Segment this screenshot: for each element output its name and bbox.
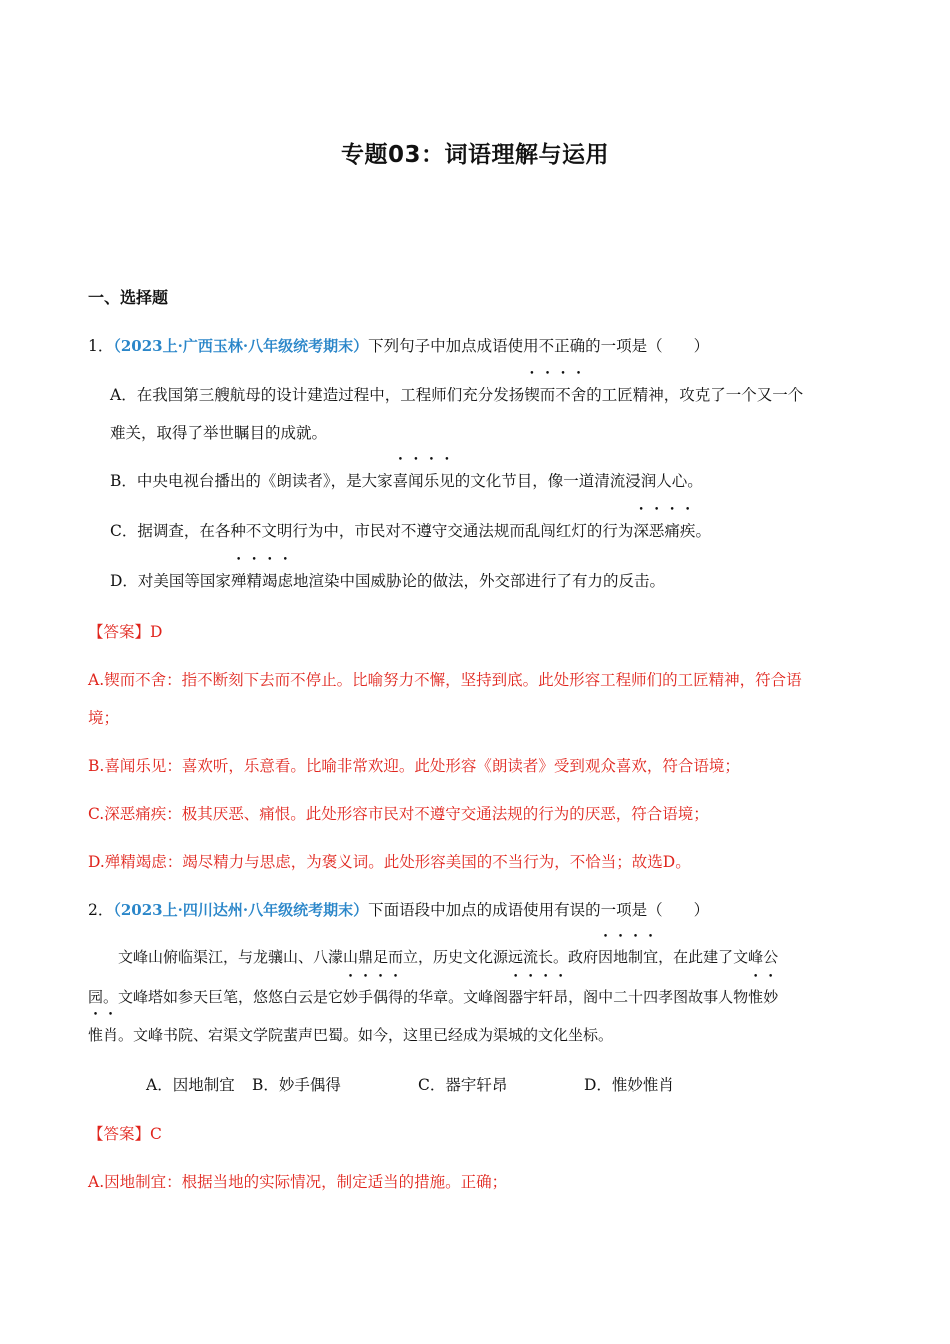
section-heading: 一、选择题 [88,288,169,307]
dotted-char: 惟 [88,1026,104,1044]
explanation-a: A.锲而不舍：指不断刻下去而不停止。比喻努力不懈，坚持到底。此处形容工程师们的工匠精神，符合语 [88,671,802,689]
explanation-a: A.因地制宜：根据当地的实际情况，制定适当的措施。正确； [88,1173,508,1191]
explanation-d: D.殚精竭虑：竭尽精力与思虑，为褒义词。此处形容美国的不当行为，不恰当；故选D。 [88,853,691,871]
dotted-char: 恶 [648,522,665,540]
answer-label: 【答案】C [88,1125,162,1143]
dotted-char: 昂 [553,988,569,1006]
question-text: 下列句子中加点成语使用不正确的一项是（ ） [368,337,710,355]
question-1-stem [88,334,709,356]
dotted-char: 妙 [763,988,779,1006]
passage-text: ，阁中二十四孝图故事人物 [568,988,749,1006]
option-c [110,519,711,541]
option-text: B．中央电视台播出的《朗读者》，是大家 [110,472,393,490]
option-b [110,469,703,491]
dotted-char: 偶 [373,988,389,1006]
option-c: C．器宇轩昂 [418,1076,508,1094]
dotted-char: 喜 [392,472,409,490]
dotted-char: 舍 [570,386,587,404]
option-d [110,569,665,591]
dotted-char: 得 [388,988,404,1006]
passage-line-2 [88,986,778,1007]
passage-line-3 [88,1024,613,1045]
option-text: C．据调查，在各种不文明行为中，市民对不遵守交通法规而乱闯红灯的行为 [110,522,634,540]
question-text: 下面语段中加点的成语使用有误的一项是（ ） [368,901,710,919]
dotted-char: 肖 [103,1026,119,1044]
dotted-char: 不 [555,386,571,404]
option-a: A．因地制宜 [146,1076,235,1094]
option-text: 的文化节目，像一道清流浸润人心。 [454,472,703,490]
dotted-char: 因 [598,948,614,966]
dotted-char: 器 [508,988,524,1006]
dotted-char: 手 [358,988,374,1006]
explanation-a-continued: 境； [88,709,120,727]
option-d: D．惟妙惟肖 [584,1076,674,1094]
answer-label: 【答案】D [88,623,163,641]
option-text: D．对美国等国家 [110,572,231,590]
dotted-char: 宇 [523,988,539,1006]
dotted-char: 制 [628,948,644,966]
dotted-char: 轩 [538,988,554,1006]
explanation-b: B.喜闻乐见：喜欢听，乐意看。比喻非常欢迎。此处形容《朗读者》受到观众喜欢，符合语境； [88,757,740,775]
question-2-stem [88,898,709,920]
passage-line-1 [118,946,778,967]
option-text: A．在我国第三艘航母的设计建造过程中，工程师们充分发扬 [110,386,525,404]
passage-text: ，在此建了文峰公 [658,948,779,966]
dotted-char: 乐 [423,472,440,490]
passage-text: 的华章。文峰阁 [403,988,509,1006]
option-a-continued: 难关，取得了举世瞩目的成就。 [110,424,328,442]
dotted-char: 见 [439,472,455,490]
dotted-char: 地 [613,948,629,966]
explanation-c: C.深恶痛疾：极其厌恶、痛恨。此处形容市民对不遵守交通法规的行为的厌恶，符合语境； [88,805,709,823]
option-text: 地渲染中国威胁论的做法，外交部进行了有力的反击。 [293,572,666,590]
dotted-char: 闻 [408,472,424,490]
passage-text: 文峰山俯临渠江，与龙骧山、八濛山鼎足而立，历史文化源远流长。政府 [118,948,599,966]
dotted-char: 宜 [643,948,659,966]
passage-text: 。文峰书院、宕渠文学院蜚声巴蜀。如今，这里已经成为渠城的文化坐标。 [118,1026,614,1044]
dotted-char: 虑 [277,572,293,590]
question-source: （2023上·广西玉林·八年级统考期末） [113,337,369,355]
dotted-char: 殚 [230,572,247,590]
question-number: 1． [88,337,114,355]
passage-text: 园。文峰塔如参天巨笔，悠悠白云是它 [88,988,344,1006]
dotted-char: 竭 [261,572,278,590]
option-b: B．妙手偶得 [252,1076,341,1094]
dotted-char: 精 [246,572,262,590]
option-text: 的工匠精神，攻克了一个又一个 [586,386,804,404]
question-source: （2023上·四川达州·八年级统考期末） [113,901,369,919]
dotted-char: 而 [539,386,556,404]
option-a [110,383,803,405]
option-text: 。 [695,522,711,540]
dotted-char: 锲 [524,386,540,404]
dotted-char: 妙 [343,988,359,1006]
dotted-char: 痛 [664,522,680,540]
dotted-char: 疾 [679,522,696,540]
dotted-char: 惟 [748,988,764,1006]
dotted-char: 深 [633,522,649,540]
question-number: 2． [88,901,114,919]
page-title: 专题03：词语理解与运用 [340,142,609,168]
